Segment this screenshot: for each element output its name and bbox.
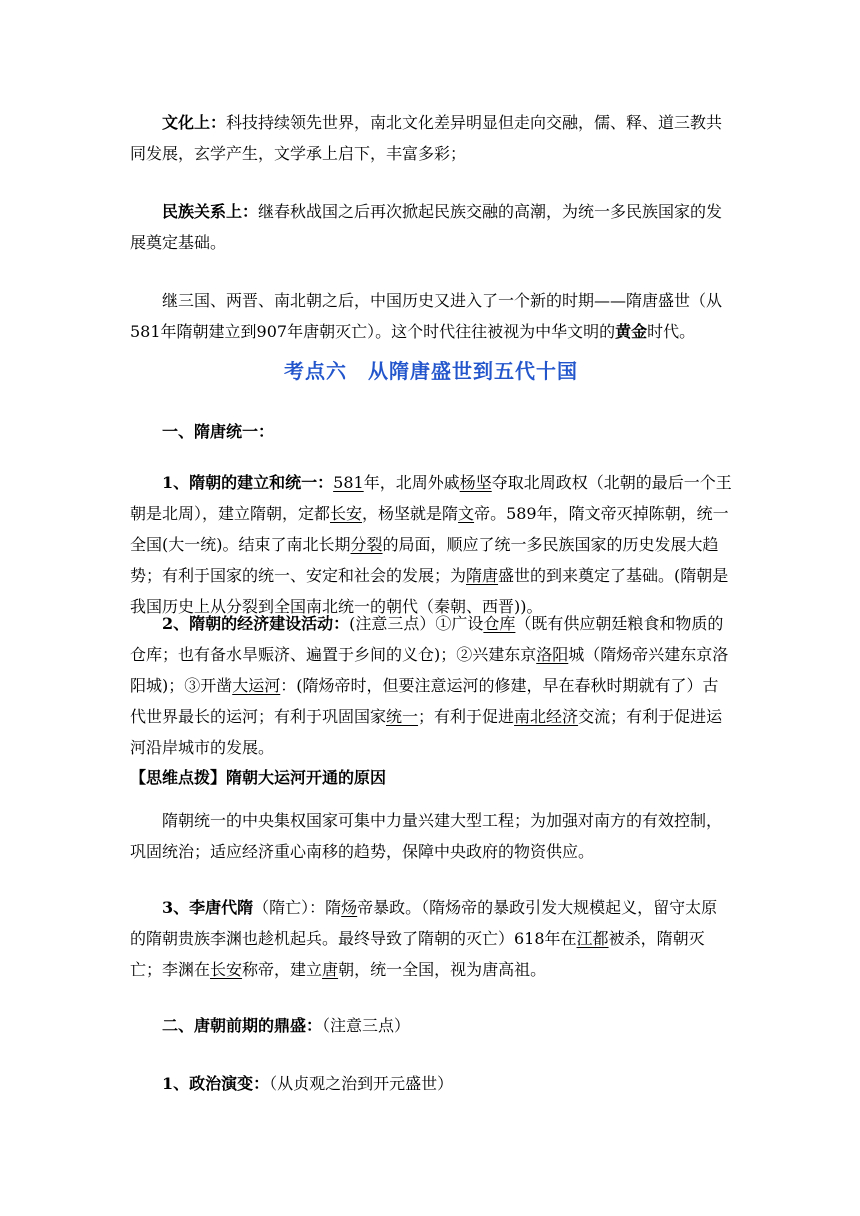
tang-replaces-sui-label: 3、李唐代隋	[162, 898, 254, 917]
term-grand-canal: 大运河	[232, 676, 281, 695]
intro-text-1: 继三国、两晋、南北朝之后，中国历史又进入了一个新的时期——隋唐盛世（从581年隋朝建立到907年唐朝灭亡）。这个时代往往被视为中华文明的	[130, 291, 723, 341]
p1-text-3: ，杨坚就是隋	[362, 504, 459, 523]
intro-text-2: 时代。	[647, 322, 696, 341]
term-split: 分裂	[350, 535, 383, 554]
sui-founding-label: 1、隋朝的建立和统一：	[162, 473, 334, 492]
term-suitang: 隋唐	[466, 566, 499, 585]
p2-text-4: ：(隋炀帝时，但要注意运河的修建，早在春秋时期就有了）古代世界最长的运河；有利于巩固国家	[130, 676, 719, 726]
section-title: 考点六 从隋唐盛世到五代十国	[284, 359, 578, 383]
p3-text-5: 朝，统一全国，视为唐高祖。	[338, 960, 547, 979]
ethnic-paragraph	[130, 196, 732, 258]
term-jiangdu: 江都	[576, 929, 609, 948]
intro-bold: 黄金	[615, 322, 648, 341]
culture-paragraph	[130, 107, 732, 169]
ethnic-text: 继春秋战国之后再次掀起民族交融的高潮，为统一多民族国家的发展奠定基础。	[130, 202, 723, 252]
politics-label: 1、政治演变：	[162, 1074, 270, 1093]
p2-text-1: (注意三点）①广设	[349, 614, 484, 633]
p2-text-6: 交流；有利于促进运河沿岸城市的发展。	[130, 707, 723, 757]
culture-text: 科技持续领先世界，南北文化差异明显但走向交融，儒、释、道三教共同发展，玄学产生，文学承上启下，丰富多彩；	[130, 113, 723, 163]
term-unity: 统一	[386, 707, 419, 726]
term-yang: 炀	[341, 898, 358, 917]
sui-founding-paragraph	[130, 467, 732, 622]
section-2-heading	[130, 1010, 732, 1041]
p1-text-1: 年，北周外戚	[363, 473, 460, 492]
p3-text-3: 被杀，隋朝灭亡；李渊在	[130, 929, 705, 979]
term-tang: 唐	[322, 960, 339, 979]
p1-text-5: 的局面，顺应了统一多民族国家的历史发展大趋势；有利于国家的统一、安定和社会的发展；为	[130, 535, 719, 585]
ethnic-label: 民族关系上：	[162, 202, 259, 221]
section-1-heading: 一、隋唐统一：	[162, 422, 275, 441]
capital-changan: 长安	[330, 504, 363, 523]
person-yangjian: 杨坚	[459, 473, 492, 492]
term-changan: 长安	[210, 960, 243, 979]
tip-paragraph: 隋朝统一的中央集权国家可集中力量兴建大型工程；为加强对南方的有效控制，巩固统治；适应经济重心南移的趋势，保障中央政府的物资供应。	[130, 811, 723, 861]
section-2-label: 二、唐朝前期的鼎盛：	[162, 1016, 323, 1035]
sui-economy-paragraph	[130, 608, 732, 763]
p3-text-4: 称帝，建立	[242, 960, 323, 979]
term-luoyang: 洛阳	[536, 645, 569, 664]
emperor-wen: 文	[458, 504, 475, 523]
term-granary: 仓库	[483, 614, 516, 633]
p2-text-5: ；有利于促进	[418, 707, 515, 726]
p3-text-1: （隋亡）：隋	[253, 898, 342, 917]
p2-text-2: （既有供应朝廷粮食和物质的仓库；也有备水旱赈济、遍置于乡间的义仓)；②兴建东京	[130, 614, 724, 664]
sui-economy-label: 2、隋朝的经济建设活动：	[162, 614, 350, 633]
p3-text-2: 帝暴政。（隋炀帝的暴政引发大规模起义，留守太原的隋朝贵族李渊也趁机起兵。最终导致了隋朝的灭亡）618年在	[130, 898, 718, 948]
politics-note: （从贞观之治到开元盛世）	[269, 1074, 454, 1093]
p1-text-6: 盛世的到来奠定了基础。(隋朝是我国历史上从分裂到全国南北统一的朝代（秦朝、西晋))。	[130, 566, 729, 616]
p1-text-4: 帝。589年，隋文帝灭掉陈朝，统一全国(大一统)。结束了南北长期	[130, 504, 729, 554]
tang-replaces-sui-paragraph	[130, 892, 732, 985]
p2-text-3: 城（隋炀帝兴建东京洛阳城)；③开凿	[130, 645, 729, 695]
p1-text-2: 夺取北周政权（北朝的最后一个王朝是北周），建立隋朝，定都	[130, 473, 732, 523]
term-north-south-economy: 南北经济	[514, 707, 579, 726]
intro-paragraph	[130, 285, 732, 347]
tip-heading: 【思维点拨】隋朝大运河开通的原因	[130, 768, 387, 787]
section-2-note: （注意三点）	[322, 1016, 411, 1035]
politics-paragraph	[130, 1068, 732, 1099]
culture-label: 文化上：	[162, 113, 227, 132]
founding-year: 581	[333, 473, 364, 492]
